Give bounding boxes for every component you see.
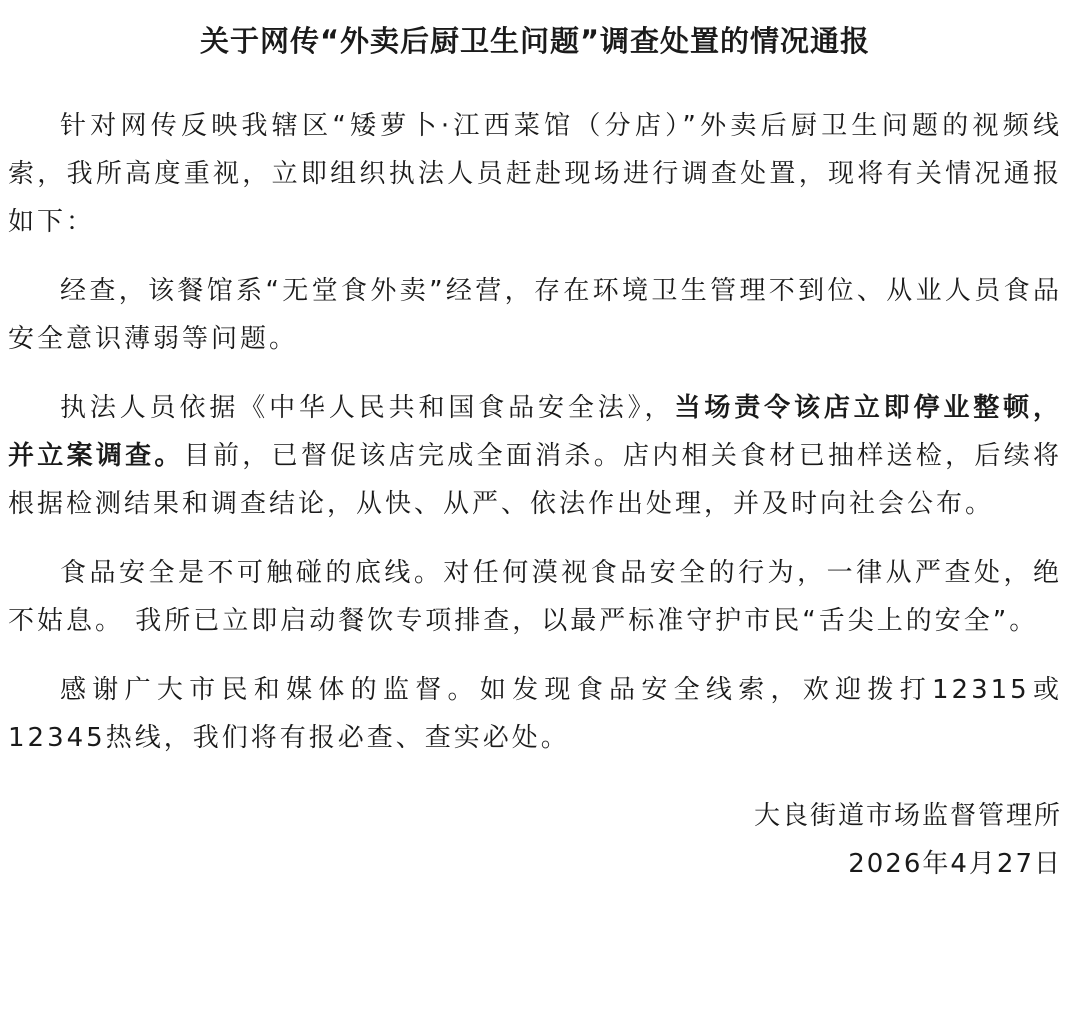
paragraph-food-safety: 食品安全是不可触碰的底线。对任何漠视食品安全的行为，一律从严查处，绝不姑息。 我所已立即启动餐饮专项排查，以最严标准守护市民“舌尖上的安全”。 bbox=[8, 558, 1062, 636]
enforcement-text-emphasis: 当场责令该店立即停业整顿，并立案调查。 bbox=[8, 393, 1062, 471]
document-title: 关于网传“外卖后厨卫生问题”调查处置的情况通报 bbox=[199, 24, 871, 58]
paragraph-findings: 经查，该餐馆系“无堂食外卖”经营，存在环境卫生管理不到位、从业人员食品安全意识薄弱等问题。 bbox=[8, 276, 1062, 354]
signature-date: 2026年4月27日 bbox=[848, 849, 1062, 879]
paragraph-intro: 针对网传反映我辖区“矮萝卜·江西菜馆（分店）”外卖后厨卫生问题的视频线索，我所高度重视，立即组织执法人员赶赴现场进行调查处置，现将有关情况通报如下： bbox=[8, 111, 1062, 237]
paragraph-enforcement bbox=[8, 384, 1062, 528]
paragraph-thanks: 感谢广大市民和媒体的监督。如发现食品安全线索，欢迎拨打12315或12345热线，我们将有报必查、查实必处。 bbox=[8, 675, 1062, 753]
enforcement-text-rest: 目前，已督促该店完成全面消杀。店内相关食材已抽样送检，后续将根据检测结果和调查结论，从快、从严、依法作出处理，并及时向社会公布。 bbox=[8, 441, 1062, 519]
enforcement-text-lead: 执法人员依据《中华人民共和国食品安全法》， bbox=[60, 393, 675, 423]
signature-organization: 大良街道市场监督管理所 bbox=[753, 801, 1062, 831]
